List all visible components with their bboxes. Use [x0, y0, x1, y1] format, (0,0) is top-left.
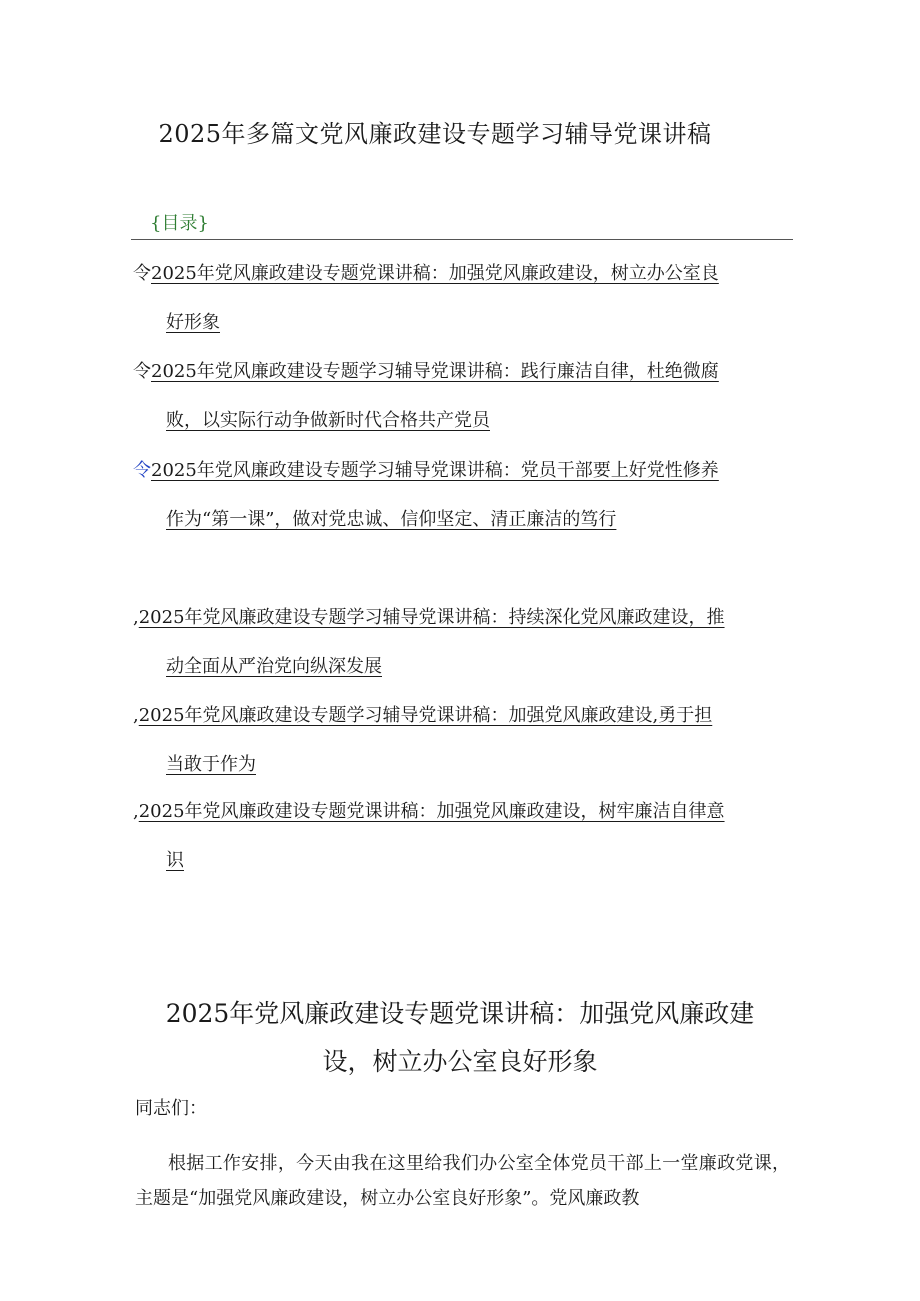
- toc-link[interactable]: 2025年党风廉政建设专题学习辅导党课讲稿：党员干部要上好党性修养: [151, 460, 719, 481]
- section-title-line-1: 2025年党风廉政建设专题党课讲稿：加强党风廉政建: [165, 999, 755, 1028]
- toc-entry[interactable]: [133, 259, 793, 338]
- toc-entry[interactable]: [133, 797, 793, 876]
- toc-entry[interactable]: [133, 701, 793, 780]
- toc-link[interactable]: 2025年党风廉政建设专题学习辅导党课讲稿：持续深化党风廉政建设，推: [138, 607, 725, 628]
- toc-bullet-icon: ,: [133, 705, 139, 726]
- toc-link-continuation[interactable]: 动全面从严治党向纵深发展: [166, 656, 382, 677]
- toc-link[interactable]: 2025年党风廉政建设专题学习辅导党课讲稿：践行廉洁自律，杜绝微腐: [151, 361, 719, 382]
- toc-entry[interactable]: [133, 357, 793, 436]
- toc-link[interactable]: 2025年党风廉政建设专题党课讲稿：加强党风廉政建设，树立办公室良: [151, 263, 719, 284]
- section-title: [140, 990, 780, 1086]
- section-title-line-2: 设，树立办公室良好形象: [322, 1047, 598, 1076]
- body-paragraph: 根据工作安排，今天由我在这里给我们办公室全体党员干部上一堂廉政党课，主题是“加强党风廉政建设，树立办公室良好形象”。党风廉政教: [135, 1153, 790, 1209]
- document-title: 2025年多篇文党风廉政建设专题学习辅导党课讲稿: [158, 120, 712, 148]
- toc-bullet-icon: 令: [133, 460, 151, 481]
- toc-link-continuation[interactable]: 好形象: [166, 312, 220, 333]
- toc-link[interactable]: 2025年党风廉政建设专题党课讲稿：加强党风廉政建设，树牢廉洁自律意: [138, 801, 725, 822]
- toc-bullet-icon: ,: [133, 607, 139, 628]
- toc-link-continuation[interactable]: 作为“第一课”，做对党忠诚、信仰坚定、清正廉洁的笃行: [166, 509, 617, 530]
- toc-link-continuation[interactable]: 识: [166, 850, 184, 871]
- toc-entry[interactable]: [133, 456, 793, 535]
- toc-bullet-icon: 令: [133, 263, 151, 284]
- toc-heading: {目录}: [150, 213, 209, 234]
- toc-bullet-icon: ,: [133, 801, 139, 822]
- toc-divider: [131, 239, 793, 240]
- greeting: 同志们：: [135, 1098, 207, 1119]
- toc-entry[interactable]: [133, 603, 793, 682]
- toc-link[interactable]: 2025年党风廉政建设专题学习辅导党课讲稿：加强党风廉政建设,勇于担: [138, 705, 713, 726]
- toc-link-continuation[interactable]: 败，以实际行动争做新时代合格共产党员: [166, 410, 490, 431]
- toc-link-continuation[interactable]: 当敢于作为: [166, 754, 256, 775]
- toc-bullet-icon: 令: [133, 361, 151, 382]
